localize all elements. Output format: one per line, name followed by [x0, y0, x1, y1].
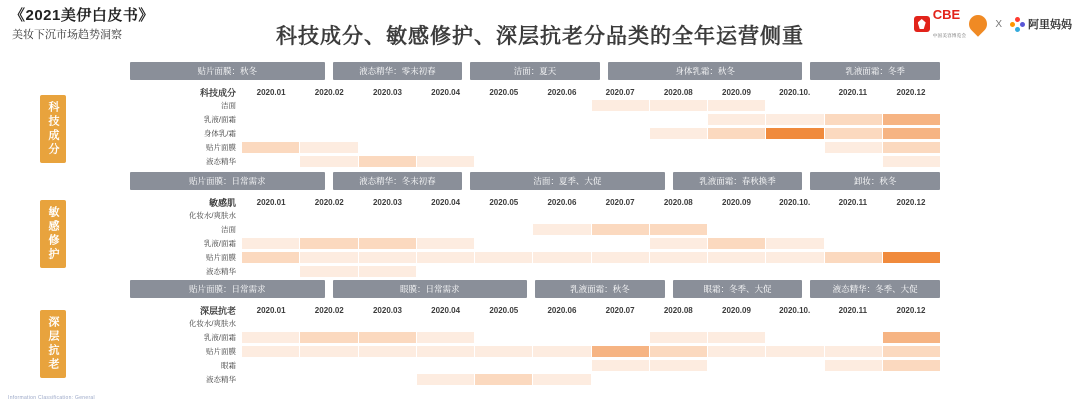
heatmap-cell [883, 142, 940, 153]
heatmap-cell [533, 100, 590, 111]
heatmap-section [130, 62, 940, 169]
heatmap-cell [533, 346, 590, 357]
row-label: 乳液/面霜 [203, 239, 236, 248]
heatmap-cell [475, 142, 532, 153]
heatmap-cells [242, 252, 940, 263]
heatmap-cell [766, 142, 823, 153]
segment-label: 洁面：夏季、大促 [470, 172, 665, 190]
heatmap-cell [417, 224, 474, 235]
month-tick-label: 2020.09 [722, 197, 751, 207]
heatmap-cell [359, 346, 416, 357]
row-label: 化妆水/爽肤水 [188, 211, 236, 220]
heatmap-cell [883, 332, 940, 343]
heatmap-cells [242, 238, 940, 249]
heatmap-row [130, 317, 940, 330]
heatmap-cell [242, 114, 299, 125]
heatmap-cell [475, 318, 532, 329]
section-tab-1: 科技成分 [40, 95, 66, 163]
month-tick-label: 2020.08 [663, 197, 693, 207]
heatmap-row [130, 127, 940, 140]
heatmap-cell [242, 156, 299, 167]
heatmap-cell [650, 128, 707, 139]
month-tick-label: 2020.05 [489, 87, 519, 97]
month-axis [130, 195, 940, 209]
heatmap-cell [475, 128, 532, 139]
heatmap-cell [650, 114, 707, 125]
month-axis [130, 85, 940, 99]
row-label: 贴片面膜 [206, 347, 236, 356]
heatmap-cell [883, 100, 940, 111]
heatmap-cell [708, 252, 765, 263]
heatmap-cell [475, 332, 532, 343]
heatmap-cell [242, 142, 299, 153]
heatmap-cell [825, 100, 882, 111]
heatmap-cell [883, 114, 940, 125]
heatmap-cell [766, 360, 823, 371]
heatmap-cell [300, 156, 357, 167]
month-tick-label: 2020.12 [896, 197, 926, 207]
heatmap-cell [592, 346, 649, 357]
heatmap-cell [417, 332, 474, 343]
month-tick-label: 2020.04 [431, 87, 461, 97]
heatmap-cell [475, 266, 532, 277]
segment-label: 身体乳霜：秋冬 [608, 62, 803, 80]
heatmap-row [130, 155, 940, 168]
heatmap-cells [242, 142, 940, 153]
heatmap-cell [242, 252, 299, 263]
heatmap-cell [883, 156, 940, 167]
heatmap-cell [766, 332, 823, 343]
heatmap-cell [766, 100, 823, 111]
heatmap-cell [475, 114, 532, 125]
segment-header-row [130, 172, 940, 190]
heatmap-cell [300, 374, 357, 385]
heatmap-cell [650, 332, 707, 343]
heatmap-cell [475, 252, 532, 263]
heatmap-cell [592, 128, 649, 139]
heatmap-cell [417, 360, 474, 371]
heatmap-row [130, 265, 940, 278]
row-label: 身体乳/霜 [203, 129, 236, 138]
heatmap-row [130, 237, 940, 250]
heatmap-cell [475, 210, 532, 221]
heatmap-cell [650, 318, 707, 329]
heatmap-cell [475, 156, 532, 167]
heatmap-cell [708, 238, 765, 249]
logo-separator: X [995, 18, 1002, 30]
heatmap-cell [766, 266, 823, 277]
heatmap-cell [417, 128, 474, 139]
heatmap-cell [300, 318, 357, 329]
segment-label: 贴片面膜：秋冬 [130, 62, 325, 80]
segment-label: 眼膜：日常需求 [333, 280, 528, 298]
row-label: 眼霜 [221, 361, 236, 370]
row-label: 乳液/面霜 [203, 333, 236, 342]
month-tick-label: 2020.08 [663, 305, 693, 315]
heatmap-row [130, 251, 940, 264]
heatmap-cells [242, 346, 940, 357]
heatmap-cell [417, 114, 474, 125]
heatmap-cell [650, 142, 707, 153]
heatmap-cells [242, 100, 940, 111]
heatmap-cell [533, 318, 590, 329]
heatmap-cell [650, 210, 707, 221]
heatmap-cell [300, 252, 357, 263]
heatmap-cell [359, 156, 416, 167]
row-label: 贴片面膜 [206, 143, 236, 152]
heatmap-cell [359, 238, 416, 249]
row-label: 液态精华 [206, 375, 236, 384]
heatmap-cell [359, 224, 416, 235]
heatmap-cell [533, 374, 590, 385]
month-tick-label: 2020.04 [431, 197, 461, 207]
heatmap-cell [766, 252, 823, 263]
heatmap-cell [475, 374, 532, 385]
heatmap-cell [708, 346, 765, 357]
report-subtitle: 美妆下沉市场趋势洞察 [12, 29, 122, 41]
heatmap-cell [825, 318, 882, 329]
heatmap-cell [592, 238, 649, 249]
heatmap-cell [300, 360, 357, 371]
cbe-logo-subtext: 中国美容博览会 [932, 33, 967, 38]
heatmap-cell [300, 266, 357, 277]
month-tick-label: 2020.10. [779, 305, 811, 315]
heatmap-cell [883, 346, 940, 357]
heatmap-cell [708, 374, 765, 385]
month-tick-label: 2020.07 [605, 197, 635, 207]
heatmap-cell [533, 114, 590, 125]
heatmap-section [130, 280, 940, 387]
section-tab-3: 深层抗老 [40, 310, 66, 378]
cbe-logo-text: CBE [932, 7, 961, 22]
heatmap-row [130, 141, 940, 154]
heatmap-cell [533, 224, 590, 235]
heatmap-cell [300, 224, 357, 235]
heatmap-cell [825, 266, 882, 277]
heatmap-cells [242, 128, 940, 139]
segment-label: 眼霜：冬季、大促 [673, 280, 803, 298]
month-tick-label: 2020.09 [722, 87, 751, 97]
month-tick-label: 2020.08 [663, 87, 693, 97]
month-tick-label: 2020.06 [547, 87, 577, 97]
heatmap-cells [242, 318, 940, 329]
segment-label: 洁面：夏天 [470, 62, 600, 80]
heatmap-cell [825, 210, 882, 221]
month-tick-label: 2020.03 [372, 87, 402, 97]
heatmap-cell [359, 360, 416, 371]
alimama-logo-text: 阿里妈妈 [1028, 19, 1072, 31]
heatmap-row [130, 99, 940, 112]
heatmap-cell [825, 238, 882, 249]
heatmap-cell [883, 318, 940, 329]
row-label: 洁面 [221, 101, 236, 110]
heatmap-cell [475, 100, 532, 111]
heatmap-cell [883, 374, 940, 385]
heatmap-row [130, 113, 940, 126]
segment-label: 乳液面霜：秋冬 [535, 280, 665, 298]
row-label: 化妆水/爽肤水 [188, 319, 236, 328]
heatmap-cell [359, 266, 416, 277]
heatmap-cell [417, 374, 474, 385]
heatmap-cell [766, 374, 823, 385]
heatmap-cell [359, 332, 416, 343]
heatmap-cell [650, 156, 707, 167]
heatmap-cell [359, 318, 416, 329]
month-tick-label: 2020.06 [547, 305, 577, 315]
heatmap-cell [592, 156, 649, 167]
page-title: 科技成分、敏感修护、深层抗老分品类的全年运营侧重 [276, 25, 804, 48]
heatmap-row [130, 345, 940, 358]
heatmap-cell [359, 252, 416, 263]
heatmap-cells [242, 332, 940, 343]
heatmap-section [130, 172, 940, 279]
month-tick-label: 2020.02 [314, 305, 344, 315]
heatmap-cell [417, 238, 474, 249]
heatmap-cell [475, 346, 532, 357]
report-title: 《2021美伊白皮书》 [10, 7, 154, 24]
heatmap-cell [650, 374, 707, 385]
heatmap-cell [242, 346, 299, 357]
heatmap-cells [242, 374, 940, 385]
segment-label: 液态精华：零末初春 [333, 62, 463, 80]
row-label: 洁面 [221, 225, 236, 234]
heatmap-cell [417, 142, 474, 153]
segment-label: 液态精华：冬季、大促 [810, 280, 940, 298]
heatmap-cell [883, 360, 940, 371]
heatmap-cell [417, 156, 474, 167]
heatmap-cell [708, 100, 765, 111]
heatmap-cell [242, 360, 299, 371]
heatmap-cell [650, 238, 707, 249]
heatmap-cell [359, 114, 416, 125]
heatmap-cell [825, 224, 882, 235]
heatmap-cell [592, 114, 649, 125]
heatmap-cell [242, 100, 299, 111]
month-tick-label: 2020.01 [256, 87, 286, 97]
heatmap-cell [417, 252, 474, 263]
section-tab-2: 敏感修护 [40, 200, 66, 268]
heatmap-cells [242, 114, 940, 125]
heatmap-cell [242, 318, 299, 329]
heatmap-cell [242, 374, 299, 385]
heatmap-cell [359, 210, 416, 221]
month-tick-label: 2020.04 [431, 305, 461, 315]
heatmap-cell [359, 142, 416, 153]
heatmap-cells [242, 266, 940, 277]
heatmap-cell [533, 360, 590, 371]
heatmap-cells [242, 156, 940, 167]
heatmap-cell [359, 374, 416, 385]
heatmap-cell [708, 128, 765, 139]
heatmap-cell [883, 128, 940, 139]
month-tick-label: 2020.05 [489, 197, 519, 207]
heatmap-cell [650, 360, 707, 371]
heatmap-cell [825, 156, 882, 167]
heatmap-cell [592, 318, 649, 329]
month-tick-label: 2020.01 [256, 197, 286, 207]
heatmap-cell [825, 114, 882, 125]
heatmap-cell [359, 100, 416, 111]
heatmap-cell [592, 210, 649, 221]
heatmap-cell [592, 360, 649, 371]
month-tick-label: 2020.07 [605, 305, 635, 315]
heatmap-cell [592, 100, 649, 111]
heatmap-cell [242, 128, 299, 139]
segment-label: 卸妆：秋冬 [810, 172, 940, 190]
heatmap-cell [533, 156, 590, 167]
heatmap-cell [825, 374, 882, 385]
segment-label: 贴片面膜：日常需求 [130, 172, 325, 190]
heatmap-cell [242, 210, 299, 221]
heatmap-cell [766, 224, 823, 235]
heatmap-cell [766, 318, 823, 329]
heatmap-cell [766, 128, 823, 139]
heatmap-cell [708, 360, 765, 371]
heatmap-cell [883, 224, 940, 235]
heatmap-row [130, 359, 940, 372]
heatmap-cell [359, 128, 416, 139]
heatmap-cell [708, 224, 765, 235]
heatmap-cell [766, 210, 823, 221]
heatmap-cell [825, 128, 882, 139]
heatmap-cell [883, 210, 940, 221]
heatmap-cell [825, 346, 882, 357]
segment-header-row [130, 62, 940, 80]
month-tick-label: 2020.11 [838, 305, 868, 315]
month-tick-label: 2020.01 [256, 305, 286, 315]
heatmap-cell [825, 360, 882, 371]
heatmap-cell [766, 156, 823, 167]
classification-note: Information Classification: General [8, 395, 95, 401]
heatmap-cell [533, 210, 590, 221]
heatmap-cell [300, 346, 357, 357]
heatmap-cell [592, 224, 649, 235]
heatmap-cell [825, 252, 882, 263]
heatmap-cell [417, 266, 474, 277]
heatmap-cell [650, 266, 707, 277]
heatmap-row [130, 209, 940, 222]
segment-label: 乳液面霜：春秋换季 [673, 172, 803, 190]
heatmap-cells [242, 210, 940, 221]
month-tick-label: 2020.03 [372, 197, 402, 207]
heatmap-cells [242, 224, 940, 235]
heatmap-cell [708, 114, 765, 125]
month-tick-label: 2020.10. [779, 87, 811, 97]
month-tick-label: 2020.12 [896, 305, 926, 315]
heatmap-cell [300, 100, 357, 111]
heatmap-cell [417, 210, 474, 221]
heatmap-cell [825, 142, 882, 153]
heatmap-cell [242, 266, 299, 277]
heatmap-cell [475, 224, 532, 235]
segment-label: 贴片面膜：日常需求 [130, 280, 325, 298]
heatmap-cell [708, 266, 765, 277]
heatmap-cell [242, 224, 299, 235]
month-tick-label: 2020.03 [372, 305, 402, 315]
heatmap-cell [242, 332, 299, 343]
heatmap-cell [300, 210, 357, 221]
heatmap-cell [650, 100, 707, 111]
heatmap-cell [650, 346, 707, 357]
month-tick-label: 2020.05 [489, 305, 519, 315]
month-tick-label: 2020.10. [779, 197, 811, 207]
heatmap-cell [883, 266, 940, 277]
heatmap-cell [883, 252, 940, 263]
heatmap-cell [300, 238, 357, 249]
group-title: 科技成分 [199, 87, 236, 98]
group-title: 深层抗老 [199, 305, 236, 316]
heatmap-cell [300, 142, 357, 153]
month-axis [130, 303, 940, 317]
heatmap-cell [708, 142, 765, 153]
heatmap-cell [533, 142, 590, 153]
row-label: 液态精华 [206, 157, 236, 166]
heatmap-row [130, 331, 940, 344]
heatmap-cell [300, 332, 357, 343]
segment-header-row [130, 280, 940, 298]
heatmap-cell [883, 238, 940, 249]
heatmap-cell [708, 156, 765, 167]
heatmap-cell [650, 224, 707, 235]
heatmap-cell [417, 346, 474, 357]
heatmap-cell [766, 114, 823, 125]
heatmap-cell [300, 114, 357, 125]
heatmap-cell [766, 346, 823, 357]
heatmap-cell [825, 332, 882, 343]
month-tick-label: 2020.12 [896, 87, 926, 97]
heatmap-cell [533, 266, 590, 277]
heatmap-cell [592, 374, 649, 385]
segment-label: 液态精华：冬末初春 [333, 172, 463, 190]
heatmap-cell [708, 210, 765, 221]
heatmap-cell [475, 238, 532, 249]
heatmap-cell [300, 128, 357, 139]
heatmap-cell [533, 128, 590, 139]
heatmap-cell [475, 360, 532, 371]
heatmap-cell [592, 332, 649, 343]
heatmap-cell [766, 238, 823, 249]
month-tick-label: 2020.09 [722, 305, 751, 315]
row-label: 贴片面膜 [206, 253, 236, 262]
heatmap-cell [592, 252, 649, 263]
heatmap-cell [417, 318, 474, 329]
heatmap-cell [708, 332, 765, 343]
heatmap-cell [650, 252, 707, 263]
heatmap-cell [417, 100, 474, 111]
heatmap-cell [242, 238, 299, 249]
row-label: 乳液/面霜 [203, 115, 236, 124]
month-tick-label: 2020.02 [314, 197, 344, 207]
month-tick-label: 2020.07 [605, 87, 635, 97]
heatmap-cell [533, 252, 590, 263]
heatmap-row [130, 223, 940, 236]
heatmap-cell [592, 266, 649, 277]
month-tick-label: 2020.06 [547, 197, 577, 207]
heatmap-cell [533, 332, 590, 343]
month-tick-label: 2020.11 [838, 197, 868, 207]
heatmap-row [130, 373, 940, 386]
segment-label: 乳液面霜：冬季 [810, 62, 940, 80]
heatmap-cell [592, 142, 649, 153]
heatmap-cell [708, 318, 765, 329]
heatmap-cell [533, 238, 590, 249]
month-tick-label: 2020.02 [314, 87, 344, 97]
group-title: 敏感肌 [208, 197, 236, 208]
heatmap-cells [242, 360, 940, 371]
month-tick-label: 2020.11 [838, 87, 868, 97]
row-label: 液态精华 [206, 267, 236, 276]
